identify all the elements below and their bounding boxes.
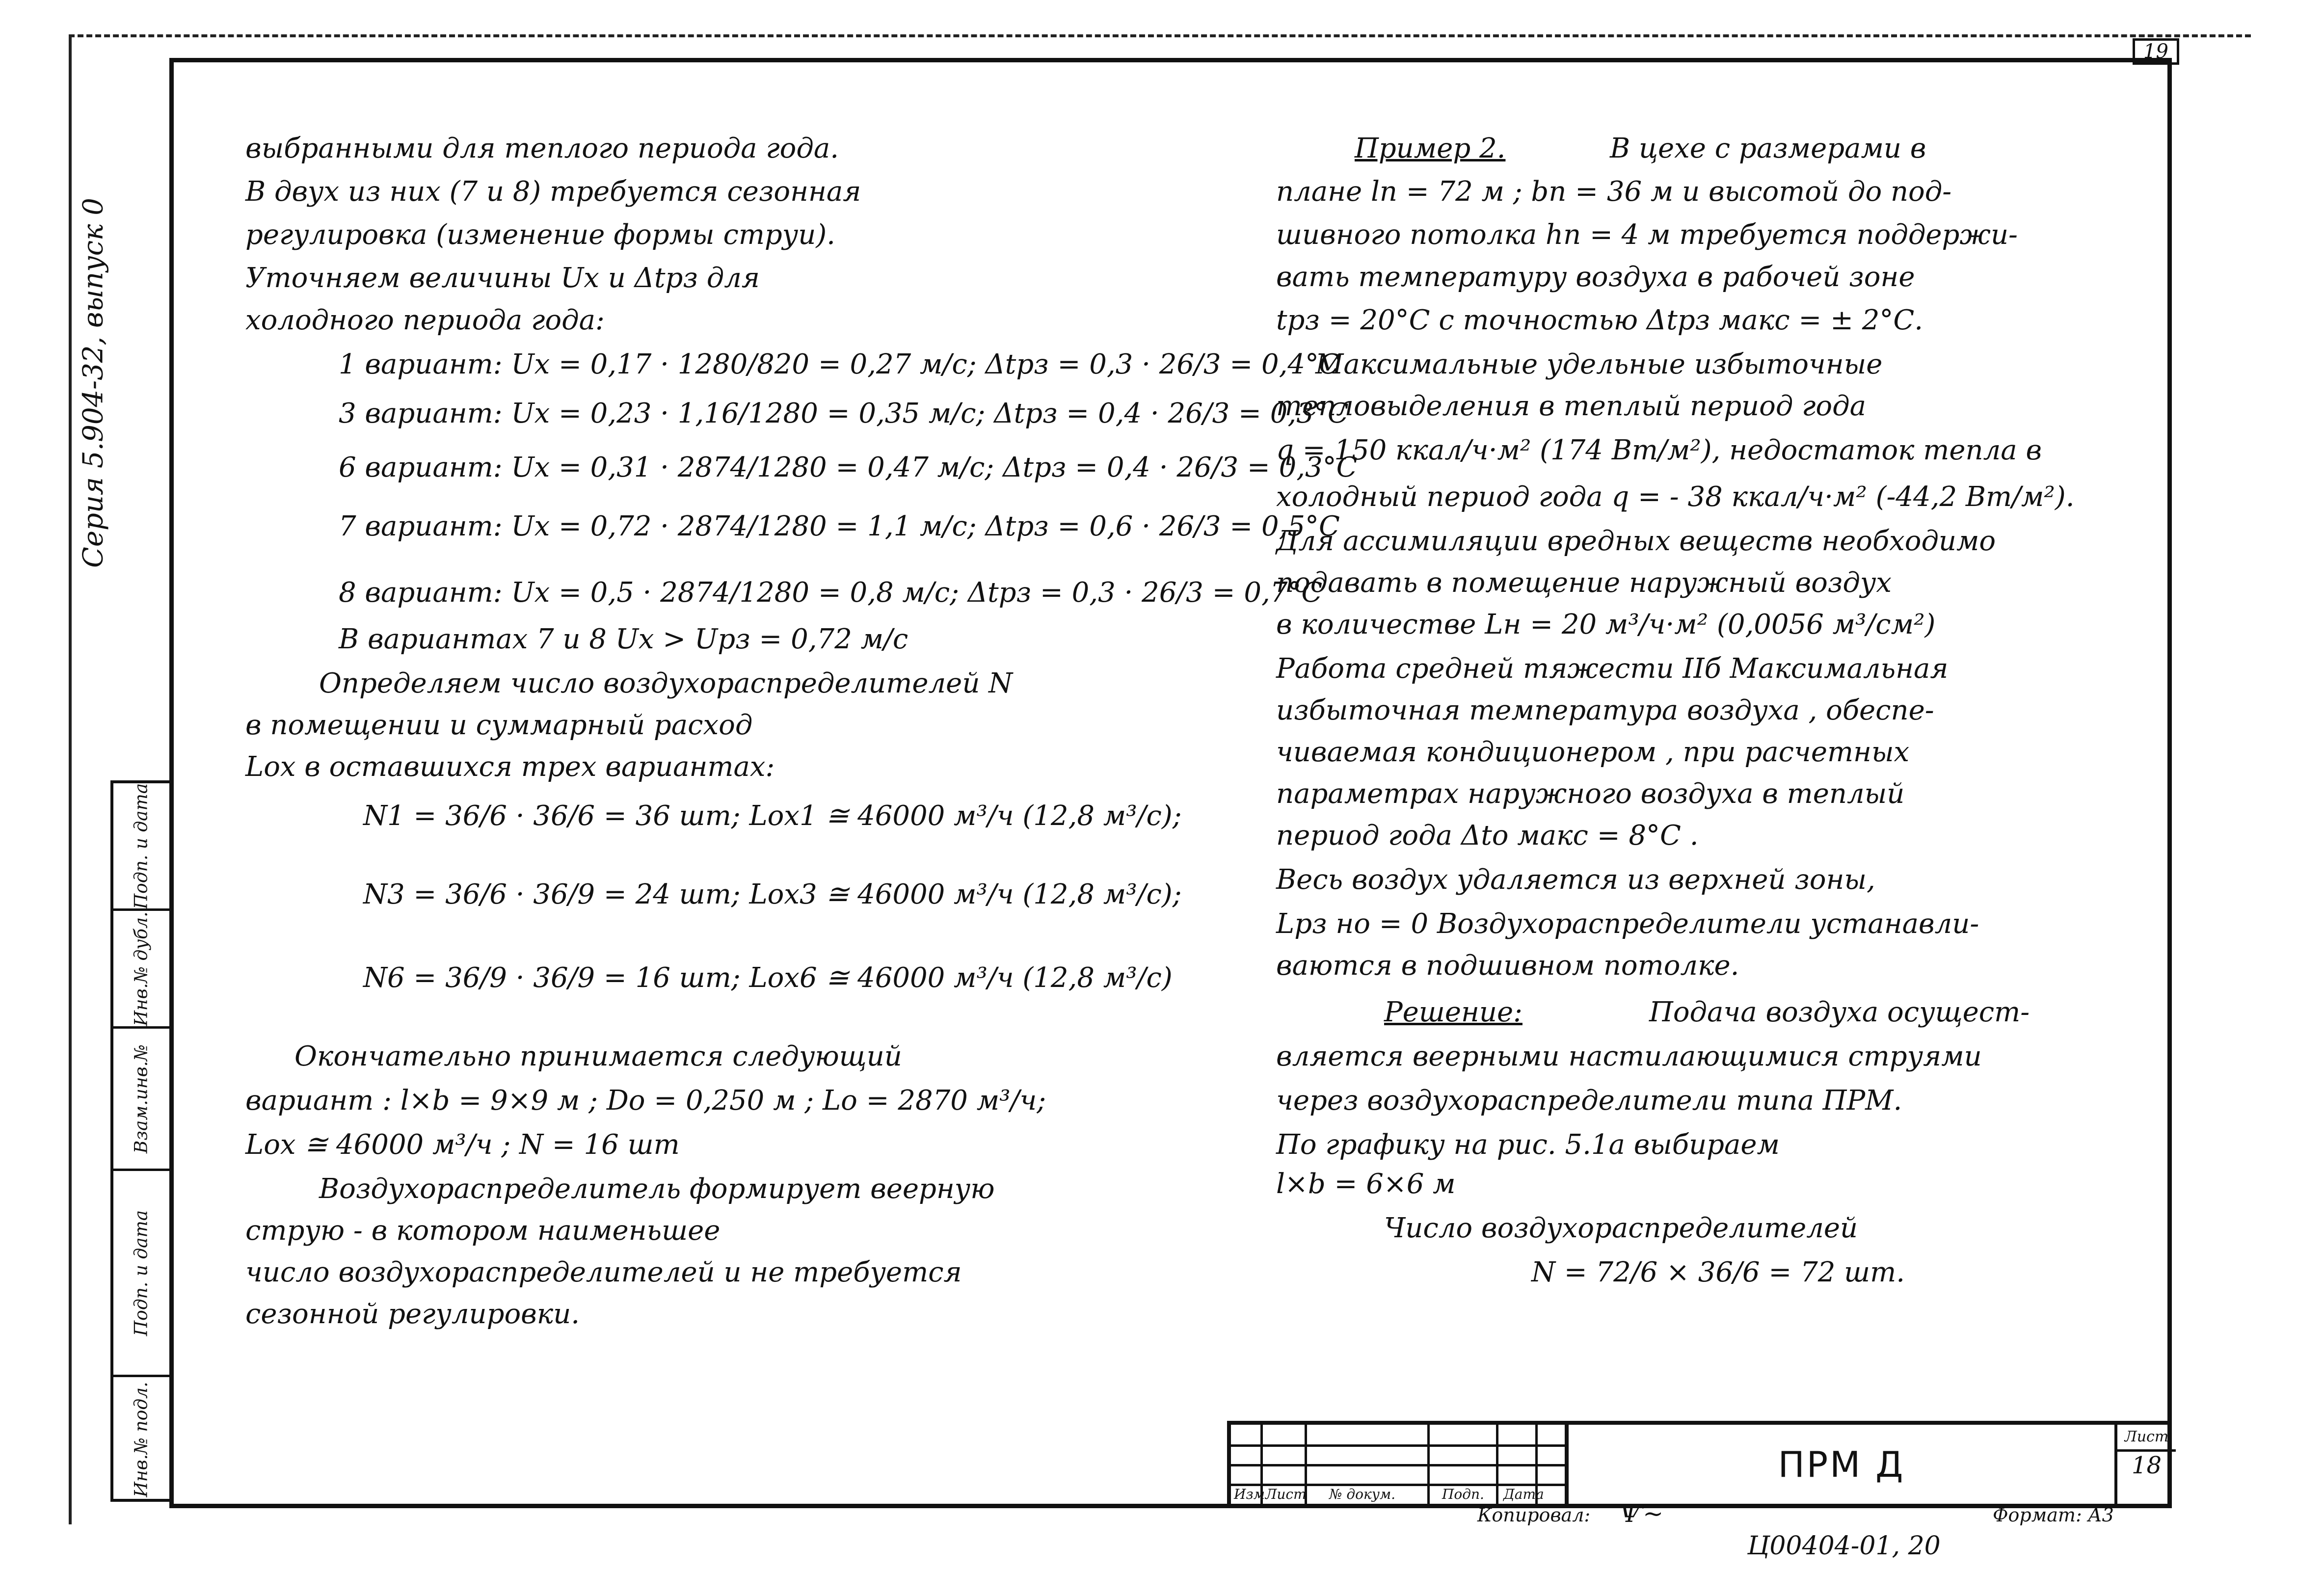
text-line: параметрах наружного воздуха в теплый (1276, 778, 1905, 810)
formula-line: 1 вариант: Ux = 0,17 · 1280/820 = 0,27 м/с; Δtрз = 0,3 · 26/3 = 0,4°С (339, 348, 1340, 380)
text-line: регулировка (изменение формы струи). (245, 219, 835, 251)
text-line: вариант : l×b = 9×9 м ; Do = 0,250 м ; Lo = 2870 м³/ч; (245, 1085, 1046, 1117)
text-line: вляется веерными настилающимися струями (1276, 1040, 1982, 1072)
text-line: через воздухораспределители типа ПРМ. (1276, 1085, 1902, 1117)
col-header: Изм (1234, 1486, 1265, 1502)
formula-line: N6 = 36/9 · 36/9 = 16 шт; Lox6 ≅ 46000 м³/ч (12,8 м³/с) (363, 962, 1173, 994)
formula-line: N1 = 36/6 · 36/6 = 36 шт; Lox1 ≅ 46000 м³/ч (12,8 м³/с); (363, 800, 1182, 832)
top-page-number: 19 (2133, 38, 2179, 65)
col-header: Лист (1265, 1486, 1307, 1502)
formula-line: N3 = 36/6 · 36/9 = 24 шт; Lox3 ≅ 46000 м³/ч (12,8 м³/с); (363, 879, 1182, 910)
strip-cell: Подп. и дата (113, 1171, 169, 1377)
text-line: в помещении и суммарный расход (245, 709, 753, 741)
title-block (1227, 1421, 2172, 1504)
copied-label: Копировал: (1477, 1504, 1591, 1526)
copier-signature: Ѱ~ (1620, 1499, 1664, 1528)
solution-label: Решение: (1384, 996, 1523, 1028)
text-line: шивного потолка hn = 4 м требуется поддержи- (1276, 219, 2018, 251)
left-signature-strip (110, 780, 169, 1502)
strip-cell: Инв.№ дубл. (113, 911, 169, 1029)
col-header: Подп. (1442, 1486, 1484, 1502)
text-line: Окончательно принимается следующий (294, 1040, 902, 1072)
text-line: Максимальные удельные избыточные (1315, 348, 1883, 380)
text-line: выбранными для теплого периода года. (245, 133, 839, 164)
text-line: струю - в котором наименьшее (245, 1215, 721, 1247)
formula-line: 8 вариант: Ux = 0,5 · 2874/1280 = 0,8 м/с; Δtрз = 0,3 · 26/3 = 0,7°С (339, 577, 1323, 609)
text-line: ваются в подшивном потолке. (1276, 950, 1739, 982)
sheet-number: 18 (2131, 1452, 2162, 1479)
text-line: избыточная температура воздуха , обеспе- (1276, 694, 1934, 726)
text-line: Определяем число воздухораспределителей N (319, 667, 1013, 699)
text-line: Уточняем величины Ux и Δtрз для (245, 262, 760, 294)
text-line: вать температуру воздуха в рабочей зоне (1276, 261, 1915, 293)
col-header: № докум. (1329, 1486, 1396, 1502)
text-line: сезонной регулировки. (245, 1298, 580, 1330)
text-line: холодного периода года: (245, 304, 605, 336)
sheet-label: Лист (2117, 1425, 2176, 1452)
formula-line: N = 72/6 × 36/6 = 72 шт. (1531, 1256, 1905, 1288)
text-line: тепловыделения в теплый период года (1276, 390, 1867, 422)
text-line: Работа средней тяжести IIб Максимальная (1276, 653, 1949, 685)
text-line: Lox ≅ 46000 м³/ч ; N = 16 шт (245, 1129, 680, 1161)
text-line: q = 150 ккал/ч·м² (174 Вт/м²), недостаток тепла в (1276, 434, 2042, 466)
drawing-title: ПРМ Д (1565, 1425, 2114, 1504)
text-line: tрз = 20°С с точностью Δtрз макс = ± 2°С. (1276, 304, 1923, 336)
text-line: В цехе с размерами в (1610, 133, 1926, 164)
strip-cell: Взам.инв.№ (113, 1029, 169, 1171)
example-label: Пример 2. (1355, 133, 1506, 164)
text-line: чиваемая кондиционером , при расчетных (1276, 736, 1910, 768)
text-line: Подача воздуха осущест- (1649, 996, 2030, 1028)
text-line: число воздухораспределителей и не требуется (245, 1256, 962, 1288)
document-code: Ц00404-01, 20 (1747, 1531, 1941, 1561)
strip-cell: Инв.№ подл. (131, 1382, 152, 1497)
text-line: В вариантах 7 и 8 Ux > Uрз = 0,72 м/с (339, 623, 908, 655)
text-line: период года Δto макс = 8°С . (1276, 820, 1699, 852)
formula-line: 7 вариант: Ux = 0,72 · 2874/1280 = 1,1 м/с; Δtрз = 0,6 · 26/3 = 0,5°С (339, 510, 1340, 542)
text-line: в количестве Lн = 20 м³/ч·м² (0,0056 м³/см²) (1276, 609, 1936, 640)
col-header: Дата (1503, 1486, 1544, 1502)
text-line: холодный период года q = - 38 ккал/ч·м² (-44,2 Вт/м²). (1276, 481, 2075, 513)
sheet-number-box (2114, 1425, 2176, 1504)
text-line: плане ln = 72 м ; bn = 36 м и высотой до под- (1276, 176, 1952, 208)
formula-line: 3 вариант: Ux = 0,23 · 1,16/1280 = 0,35 м/с; Δtрз = 0,4 · 26/3 = 0,3°С (339, 398, 1349, 429)
text-line: Воздухораспределитель формирует веерную (319, 1173, 995, 1205)
text-line: подавать в помещение наружный воздух (1276, 567, 1892, 599)
format-label: Формат: А3 (1993, 1504, 2114, 1526)
text-line: Для ассимиляции вредных веществ необходимо (1276, 525, 1996, 557)
series-side-label: Серия 5.904-32, выпуск 0 (77, 198, 109, 568)
text-line: Lox в оставшихся трех вариантах: (245, 751, 775, 783)
text-line: l×b = 6×6 м (1276, 1168, 1456, 1200)
text-line: По графику на рис. 5.1а выбираем (1276, 1129, 1780, 1161)
strip-cell: Подп. и дата (113, 783, 169, 911)
text-line: В двух из них (7 и 8) требуется сезонная (245, 176, 861, 208)
revision-table-headers (1231, 1486, 1565, 1506)
text-line: Lрз но = 0 Воздухораспределители устанавли- (1276, 908, 1979, 940)
text-line: Весь воздух удаляется из верхней зоны, (1276, 864, 1875, 896)
formula-line: 6 вариант: Ux = 0,31 · 2874/1280 = 0,47 м/с; Δtрз = 0,4 · 26/3 = 0,3°С (339, 452, 1358, 483)
text-line: Число воздухораспределителей (1384, 1212, 1858, 1244)
